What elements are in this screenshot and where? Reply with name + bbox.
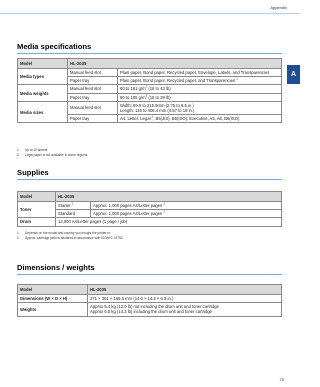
table-row <box>18 59 282 69</box>
table-row <box>18 69 282 77</box>
appendix-tab: A <box>287 65 300 84</box>
media-sizes-tray-value: A4, Letter, Legal <box>120 116 151 122</box>
weights-label: Weights <box>18 303 88 316</box>
table-row <box>18 85 282 93</box>
media-weights-manual-value: 60 to 161 g/m <box>120 86 146 92</box>
table-row <box>18 303 282 316</box>
table-row <box>18 101 282 114</box>
footnote-number: 2 <box>17 153 19 157</box>
footnote-marker: 2 <box>163 209 165 214</box>
footnote <box>17 153 88 158</box>
media-weights-tray-value: 60 to 105 g/m <box>120 94 146 100</box>
media-sizes-tray-value-rest: , B5(JIS), B5(ISO), Executive, A5, A6, B6(ISO) <box>153 116 240 122</box>
media-types-tray-cell <box>118 77 282 85</box>
media-sizes-label: Media sizes <box>18 101 68 123</box>
drum-value: 12,000 A4/Letter pages (1 page / job) <box>56 218 282 226</box>
toner-label: Toner <box>18 202 56 218</box>
table-row <box>18 218 282 226</box>
model-header: Model <box>18 192 56 202</box>
supplies-table <box>17 191 282 227</box>
supplies-footnotes <box>17 231 124 241</box>
starter-value: Approx. 1,000 pages A4/Letter pages <box>93 203 163 208</box>
standard-value: Approx. 1,000 pages A4/Letter pages <box>93 211 163 217</box>
footnote-text: Depends on the model and country you bought the printer in. <box>25 231 111 235</box>
media-types-label: Media types <box>18 69 68 85</box>
media-sizes-manual-cell <box>118 101 282 114</box>
paper-tray-label: Paper tray <box>68 93 118 101</box>
table-row <box>18 295 282 303</box>
superscript: 2 <box>145 85 148 90</box>
media-sizes-width: Width: 69.9 to 215.9mm (2.75 to 8.5 in.) <box>120 102 194 108</box>
weights-value-with-drum: Approx 6.5 kg (14.3 lb) including the drum unit and toner cartridge <box>90 309 212 315</box>
dimensions-weights-rule <box>17 274 282 275</box>
footnote-text: Approx. cartridge yield is declared in accordance with ISO/IEC 19752. <box>25 236 124 240</box>
starter-value-cell <box>91 202 282 210</box>
dimensions-weights-title: Dimensions / weights <box>17 263 95 272</box>
dimensions-value: 371 × 361 × 165.5 mm (14.6 × 14.2 × 6.5 in.) <box>88 295 282 303</box>
media-sizes-tray-cell <box>118 115 282 123</box>
footnote-number: 2 <box>17 236 19 240</box>
table-row <box>18 192 282 202</box>
table-row <box>18 210 282 218</box>
supplies-title: Supplies <box>17 168 49 177</box>
media-weights-tray-cell <box>118 93 282 101</box>
manual-feed-slot-label: Manual feed slot <box>68 85 118 93</box>
model-value: HL-2035 <box>56 192 282 202</box>
dimensions-table <box>17 284 282 317</box>
paper-tray-label: Paper tray <box>68 115 118 123</box>
footnote-text: Legal paper is not available in some regions. <box>25 153 89 157</box>
dimensions-label: Dimensions (W × D × H) <box>18 295 88 303</box>
media-specifications-rule <box>17 53 282 54</box>
media-types-tray-value: Plain paper, Bond paper, Recycled paper, and Transparencies <box>120 78 236 84</box>
footnote-marker: 1 <box>71 201 74 206</box>
footnote-marker: 1 <box>236 76 238 81</box>
media-weights-label: Media weights <box>18 85 68 101</box>
model-header: Model <box>18 285 88 295</box>
page-number: 75 <box>279 377 284 382</box>
header-rule <box>0 13 300 14</box>
drum-label: Drum <box>18 218 56 226</box>
model-header: Model <box>18 59 68 69</box>
media-weights-manual-cell <box>118 85 282 93</box>
footnote-number: 1 <box>17 148 19 152</box>
footnote-text: Up to 10 sheets <box>25 148 48 152</box>
media-sizes-length: Length: 116 to 406.4 mm (4.57 to 16 in.) <box>120 108 195 114</box>
model-value: HL-2035 <box>88 285 282 295</box>
model-value: HL-2035 <box>68 59 282 69</box>
superscript: 2 <box>145 93 148 98</box>
manual-feed-slot-label: Manual feed slot <box>68 69 118 77</box>
running-head: Appendix <box>270 5 287 10</box>
media-footnotes <box>17 148 88 158</box>
manual-feed-slot-label: Manual feed slot <box>68 101 118 114</box>
starter-label-cell <box>56 202 91 210</box>
weights-value-cell <box>88 303 282 316</box>
media-types-manual-value: Plain paper, Bond paper, Recycled paper, Envelope, Labels, and Transparencies <box>118 69 282 77</box>
footnote-marker: 2 <box>151 114 154 119</box>
footnote-marker: 2 <box>163 201 165 206</box>
media-spec-table <box>17 58 282 123</box>
supplies-rule <box>17 179 282 180</box>
table-row <box>18 202 282 210</box>
footnote <box>17 236 124 241</box>
standard-label: Standard <box>56 210 91 218</box>
starter-label: Starter <box>58 203 71 208</box>
paper-tray-label: Paper tray <box>68 77 118 85</box>
standard-value-cell <box>91 210 282 218</box>
footnote-number: 1 <box>17 231 19 235</box>
media-weights-manual-tail: (16 to 43 lb) <box>147 86 171 92</box>
weights-value-without-drum: Approx 5.4 kg (12.0 lb) not including the drum unit and toner cartridge <box>90 304 219 310</box>
media-specifications-title: Media specifications <box>17 42 92 51</box>
table-row <box>18 285 282 295</box>
media-weights-tray-tail: (16 to 28 lb) <box>147 94 171 100</box>
